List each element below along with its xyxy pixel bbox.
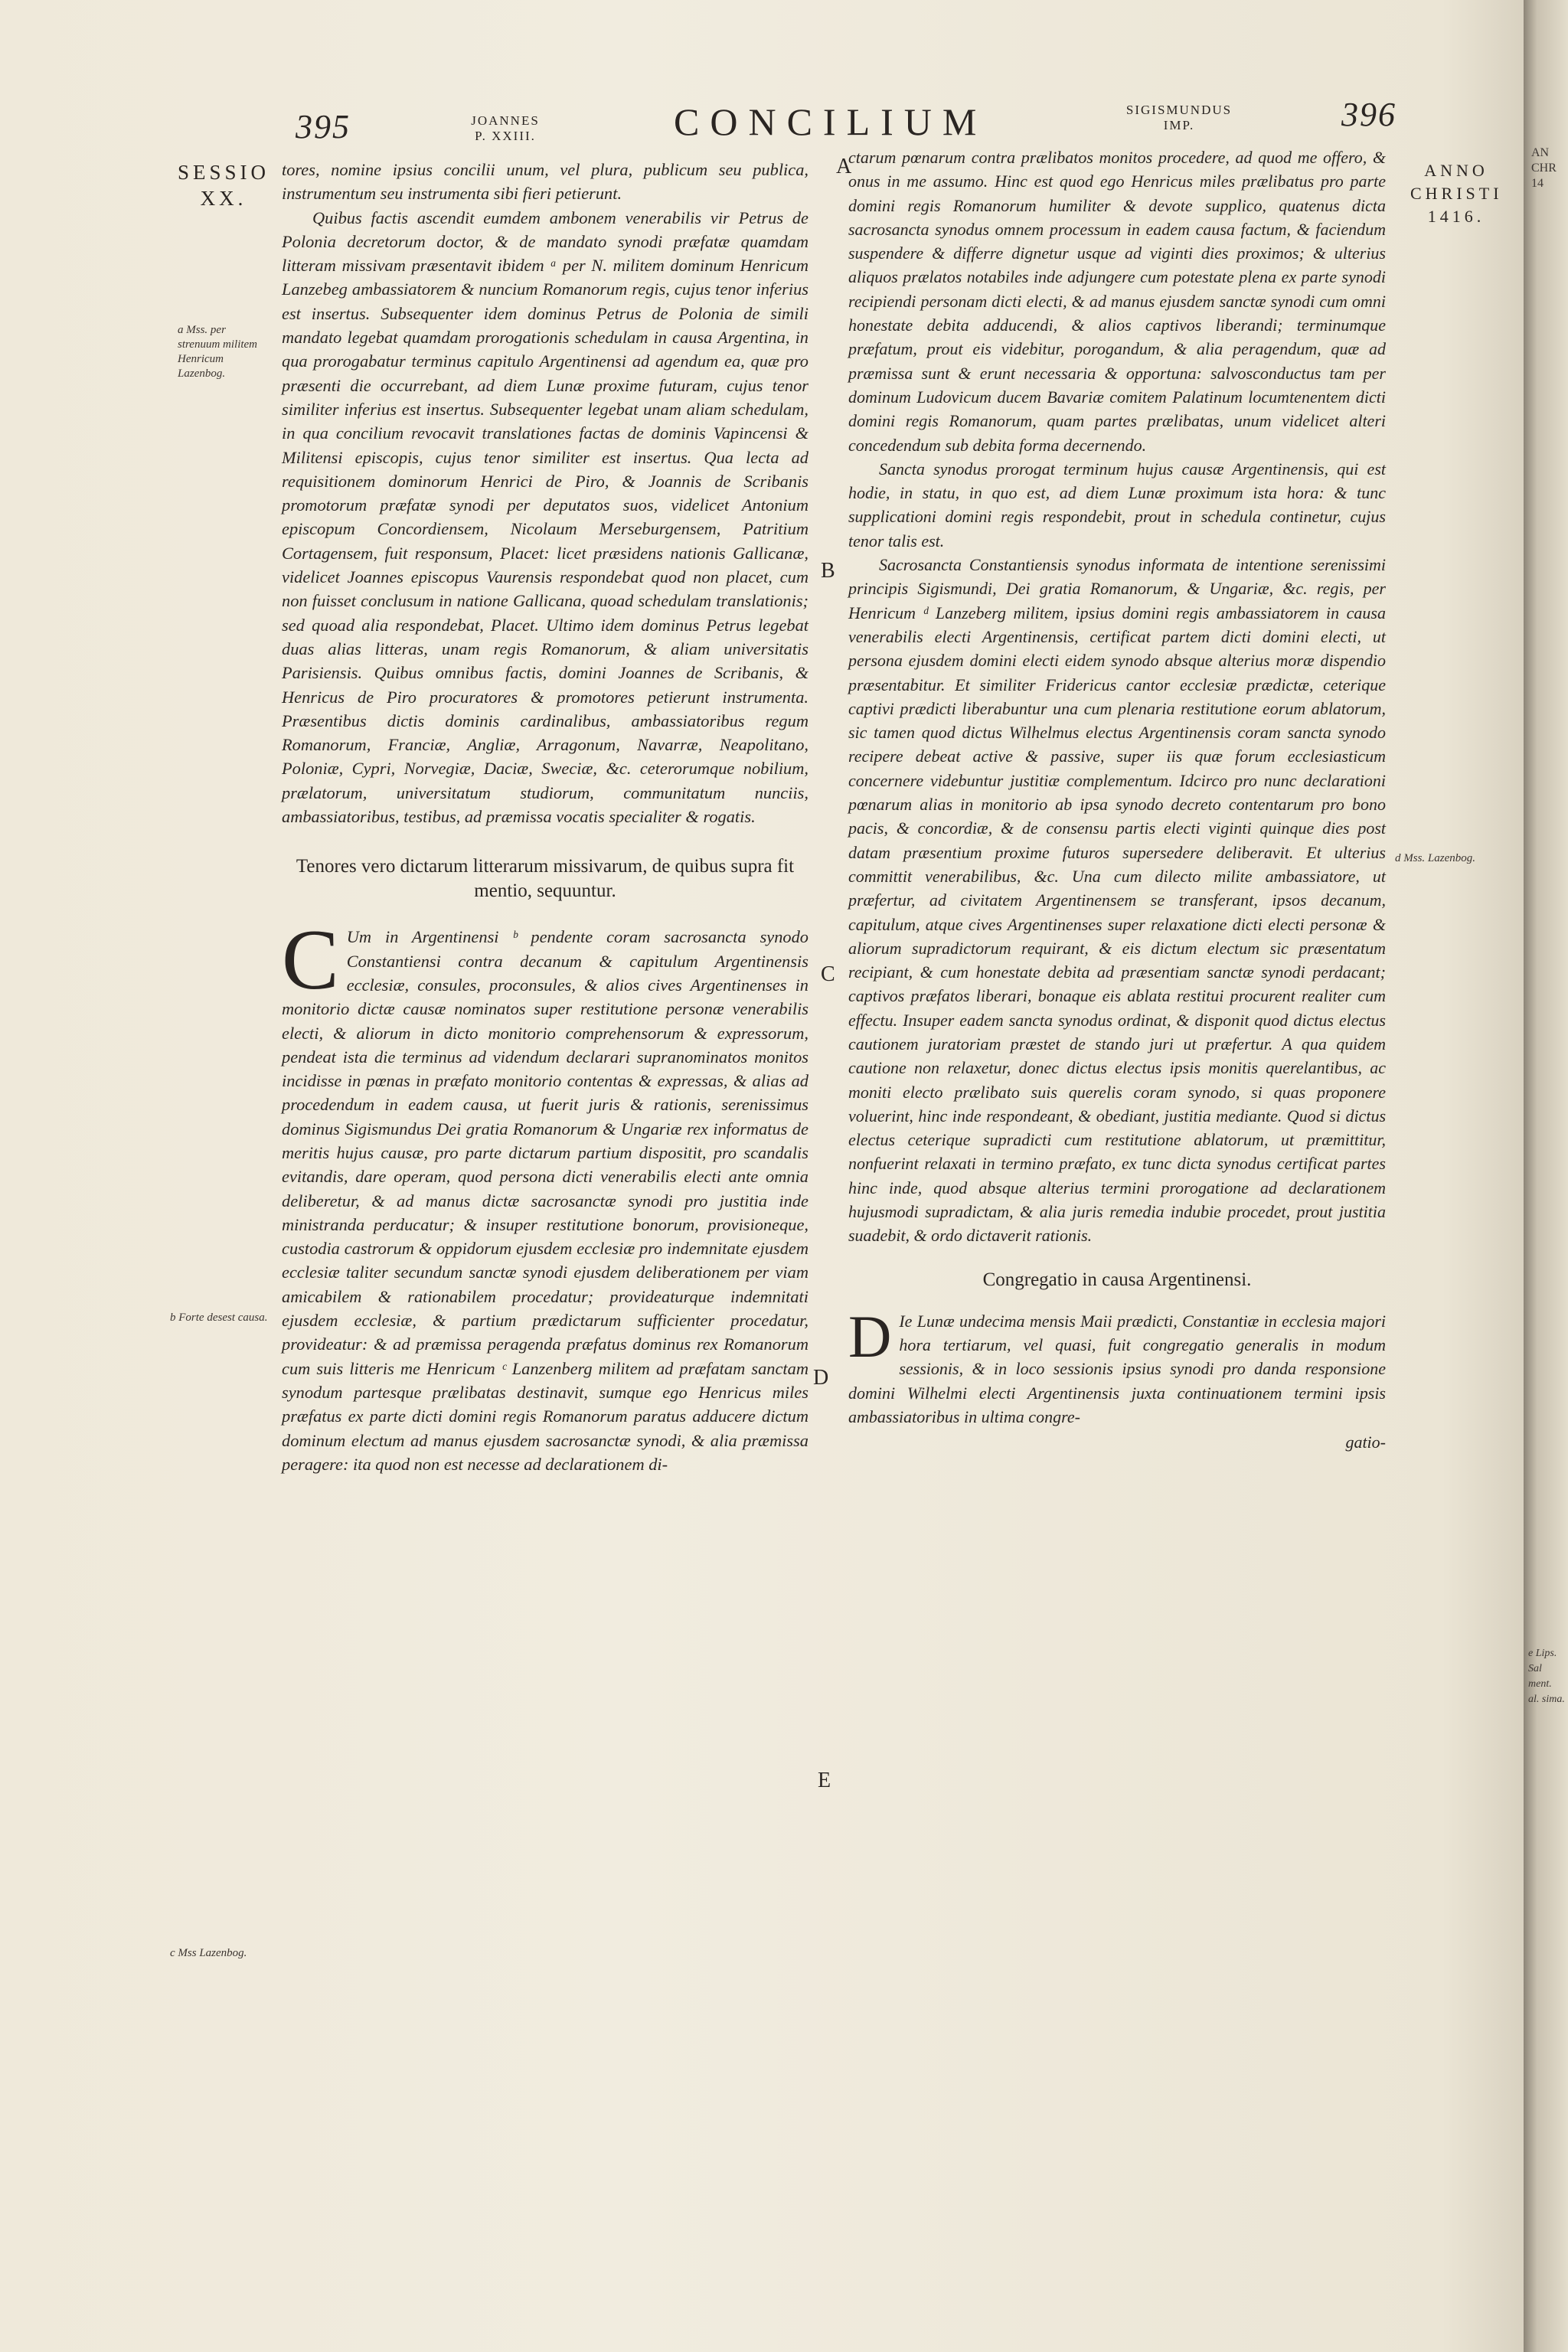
christi-word: CHRISTI: [1410, 184, 1503, 203]
left-page-number: 395: [296, 108, 351, 145]
margin-note-b: b Forte desest causa.: [170, 1312, 268, 1324]
section-letter-e: E: [818, 1769, 831, 1792]
letter-text: [282, 913, 808, 1476]
year: 1416.: [1427, 207, 1485, 226]
drop-cap: C: [282, 913, 339, 1008]
left-paragraph-2: Quibus factis ascendit eumdem ambonem venerabilis vir Petrus de Polonia decretorum doctor, & de mandato synodi præfatæ quamdam litteram missivam præsentavit ibidem ᵃ per N. militem dominum Henricum Lanzebeg ambassiatorem & nuncium Romanorum regis, cujus tenor inferius est insertus. Subsequenter idem dominus Petrus de Polonia de simili mandato legebat quamdam prorogationis schedulam in causa Argentina, in qua prorogabatur terminus capitulo Argentinensi ad agendum ea, quæ pro præsenti die occurrebant, ad diem Lunæ proxime futuram, cujus tenor similiter inferius est insertus. Subsequenter legebat unam aliam schedulam, in qua concilium revocavit translationes factas de dominis Vapincensi & Militensi episcopis, cujus tenor similiter est insertus. Qua lecta ad requisitionem dominorum Henrici de Piro, & Joannis de Scribanis promotorum præfatæ synodi per deputatos suos, videlicet Antonium episcopum Concordiensem, Nicolaum Merseburgensem, Patritium Cortagensem, fuit responsum, Placet: licet præsidens nationis Gallicanæ, videlicet Joannes episcopus Vaurensis respondebat quod non placet, cum non fuisset conclusum in natione Gallicana, quoad schedulam translationis; sed quoad alia respondebat, Placet. Ultimo idem dominus Petrus legebat duas alias litteras, unam regis Romanorum, & aliam universitatis Parisiensis. Quibus omnibus factis, domini Joannes de Scribanis, & Henricus de Piro procuratores & promotores petierunt instrumenta. Præsentibus dictis dominis cardinalibus, ambassiatoribus regum Romanorum, Franciæ, Angliæ, Arragonum, Navarræ, Neapolitano, Poloniæ, Cypri, Norvegiæ, Daciæ, Sweciæ, &c. ceterorumque nobilium, prælatorum, universitatum studiorum, communitatum nunciis, ambassiatoribus, testibus, ad præmissa vocatis specialiter & rogatis.: [282, 207, 808, 827]
session-label: [178, 159, 270, 211]
margin-note-d: d Mss. Lazenbog.: [1395, 852, 1476, 864]
section-letter-c: C: [821, 962, 835, 986]
running-head-emperor-title: IMP.: [1163, 118, 1195, 132]
section-letter-d: D: [813, 1366, 829, 1390]
margin-note-a: a Mss. per strenuum militem Henricum Lazenbog.: [178, 324, 258, 380]
section-letter-a: A: [836, 155, 852, 178]
session-word: SESSIO: [178, 161, 270, 184]
section-letter-b: B: [821, 559, 835, 583]
margin-note-c: c Mss Lazenbog.: [170, 1947, 247, 1959]
running-head-pope: JOANNES: [471, 113, 540, 128]
left-running-head: [444, 113, 567, 144]
drop-cap-d: D: [848, 1302, 892, 1370]
congregatio-body: Ie Lunæ undecima mensis Maii prædicti, Constantiæ in ecclesia majori hora tertiarum, vel quasi, fuit congregatio generalis in modum sessionis, & in loco sessionis ipsius synodi pro danda responsione domini Wilhelmi electi Argentinensis juxta continuationem termini ipsis ambassiatoribus in ultima congre-: [848, 1311, 1386, 1426]
left-paragraph-1: tores, nomine ipsius concilii unum, vel plura, publicum seu publica, instrumentum seu instrumenta sibi fieri petierunt.: [282, 160, 808, 204]
catchword: gatio-: [1345, 1432, 1386, 1452]
anno-christi-label: [1410, 159, 1502, 228]
right-column: [848, 145, 1386, 1454]
session-number: XX.: [200, 187, 247, 210]
letter-heading: Tenores vero dictarum litterarum missivarum, de quibus supra fit mentio, sequuntur.: [296, 856, 795, 902]
right-paragraph-2: Sancta synodus prorogat terminum hujus causæ Argentinensis, qui est hodie, in statu, in quo est, ad diem Lunæ proximum ista hora: & tunc supplicationi domini regis respondebit, prout in schedula continetur, cujus tenor talis est.: [848, 459, 1386, 550]
adjacent-page-edge: [1524, 0, 1568, 2352]
right-page-number: 396: [1341, 96, 1396, 133]
anno-word: ANNO: [1424, 161, 1488, 180]
page-title: CONCILIUM: [674, 100, 988, 143]
adjacent-page-anno: AN CHR 14: [1531, 146, 1557, 190]
letter-body: Um in Argentinensi ᵇ pendente coram sacrosancta synodo Constantiensi contra decanum & capitulum Argentinensis ecclesiæ, consules, proconsules, & alios cives Argentinenses in monitorio dictæ causæ nominatos super restitutione personæ venerabilis electi, & aliorum in dicto monitorio comprehensorum & expressorum, pendeat ista die terminus ad videndum declarari supranominatos monitos incidisse in pœnas in præfato monitorio contentas & expressas, & alias ad procedendum in eadem causa, ut fuerit juris & rationis, serenissimus dominus Sigismundus Dei gratia Romanorum & Ungariæ rex informatus de meritis hujus causæ, pro parte dictarum partium dispositit, pro scandalis evitandis, dare operam, quod persona dicti venerabilis electi ante omnia deliberetur, & ad manus dictæ sacrosanctæ synodi pro justitia inde ministranda perducatur; & insuper restitutione bonorum, provisioneque, custodia castrorum & oppidorum ejusdem ecclesiæ pro indemnitate ejusdem ecclesiæ taliter secundum sanctæ synodi ejusdem deliberationem per viam amicabilem & rationabilem procedatur; provideaturque indemnitati ejusdem ecclesiæ, & partium prædictarum sufficienter procedatur, provideatur: & ad præmissa peragenda præfatus dominus rex Romanorum cum suis litteris me Henricum ᶜ Lanzenberg militem ad præfatam sanctam synodum partesque prælibatas destinavit, sumque ego Henricus miles præfatus ex parte dicti domini regis Romanorum paratus adducere dictum dominum electum ad manus ejusdem sacrosanctæ synodi, & alia præmissa peragere: ita quod non est necesse ad declarationem di-: [282, 927, 808, 1474]
adjacent-page-note: e Lips. Sal ment. al. sima.: [1528, 1648, 1565, 1705]
right-running-head: [1087, 103, 1271, 133]
running-head-pope-number: P. XXIII.: [475, 129, 536, 143]
right-paragraph-3: Sacrosancta Constantiensis synodus informata de intentione serenissimi principis Sigismundi, Dei gratia Romanorum, & Ungariæ, &c. regis, per Henricum ᵈ Lanzeberg militem, ipsius domini regis ambassiatorem in causa venerabilis electi Argentinensis, certificat partem dicti domini electi, ut persona ejusdem domini electi eidem synodo absque alterius moræ dispendio præsentabitur. Et similiter Fridericus cantor ecclesiæ prædictæ, ceterique captivi prædicti liberabuntur una cum plenaria restitutione eorum ablatorum, sic tamen quod dictus Wilhelmus electus Argentinensis coram sancta synodo recipere debeat active & passive, super iis quæ forum ecclesiasticum concernere videbuntur justitiæ complementum. Idcirco pro nunc declarationi pœnarum alias in monitorio ab ipsa synodo decreto contentarum pro bono pacis, & concordiæ, & de consensu partis electi viginti quinque dies post datam præsentium proxime futuros supersedere deliberavit. Et ulterius committit venerabilibus, &c. Una cum dilecto milite ambassiatore, ut præfertur, ad civitatem Argentinensem se transferant, ipsos decanum, capitulum, atque cives Argentinenses super relaxatione dicti electi personæ & aliorum supradictorum requirant, & eis dictum electum sic præsentatum recipiant, & cum honestate debita ad præsentiam sanctæ synodi perdacant; captivos præfatos liberari, bonaque eis ablata restitui procurent realiter cum effectu. Insuper eadem sancta synodus ordinat, & disponit quod dictus electus cautionem juratoriam præstet de stando juri ut præfertur. A qua quidem cautione non relaxetur, donec dictus electus ipsis monitis querelantibus, ac moniti electo prælibato suis querelis coram synodo, si quas proponere voluerint, hinc inde respondeant, & obediant, justitia mediante. Quod si dictus electus ceterique supradicti cum restitutione ablatorum, ut præmittitur, nonfuerint relaxati in termino præfato, ex tunc dicta synodus certificat partes hinc inde, quod absque alterius termini prorogatione ad declarationem hujusmodi supradictam, & alia juris remedia indubie procedet, prout justitia suadebit, & ordo dictaverit rationis.: [848, 555, 1386, 1246]
running-head-emperor: SIGISMUNDUS: [1125, 103, 1233, 117]
congregatio-heading: Congregatio in causa Argentinensi.: [982, 1269, 1252, 1290]
right-paragraph-1: ctarum pœnarum contra prælibatos monitos procedere, ad quod me offero, & onus in me assumo. Hinc est quod ego Henricus miles prælibatus pro parte domini regis Romanorum humiliter & devote supplico, quatenus dicta sacrosancta synodus omnem processum in eadem causa factum, & faciendum suspendere & differre dignetur usque ad viginti dies proximos; & ulterius aliquos prælatos notabiles inde adjungere cum potestate plena ex parte synodi recipiendi personam dicti electi, & ad manus ejusdem sanctæ synodi cum omni honestate debita adducendi, & alios captivos liberandi; terminumque præfatum, prout eis videbitur, porogandum, & alia peragendum, quæ ad præmissa sunt & erunt necessaria & opportuna: salvosconductus tam per dominum Ludovicum ducem Bavariæ comitem Palatinum locumtenentem dicti domini regis Romanorum, quam partes prælibatas, unum videlicet alteri concedendum sub debita forma decernendo.: [848, 148, 1386, 455]
left-column: [282, 158, 808, 1476]
congregatio-text: [848, 1302, 1386, 1429]
